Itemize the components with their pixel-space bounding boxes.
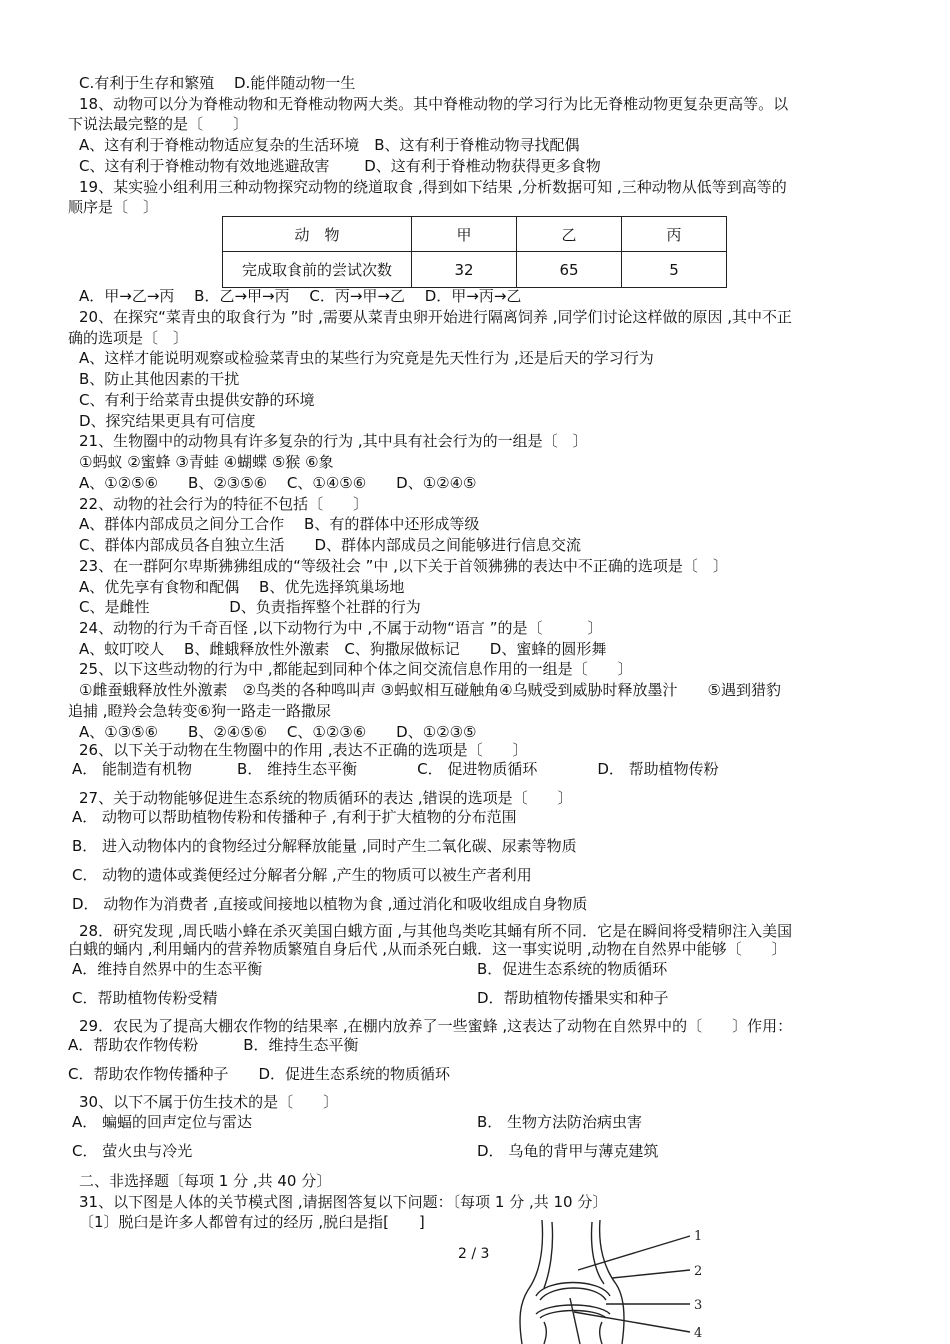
line: D． 乌龟的背甲与薄克建筑: [477, 1142, 659, 1160]
table-cell: 5: [622, 252, 727, 288]
line: B、防止其他因素的干扰: [79, 370, 240, 388]
line: A．帮助农作物传粉 B．维持生态平衡: [68, 1036, 359, 1054]
articular-cartilage: [540, 1288, 606, 1300]
line: 31、以下图是人体的关节模式图 ,请据图答复以下问题：〔每项 1 分 ,共 10 分〕: [79, 1193, 608, 1211]
figure-label: 2: [694, 1264, 703, 1279]
line: ①蚂蚁 ②蜜蜂 ③青蛙 ④蝴蝶 ⑤猴 ⑥象: [79, 453, 334, 471]
leader-line-2: [612, 1270, 690, 1278]
line: A． 能制造有机物 B． 维持生态平衡 C． 促进物质循环 D． 帮助植物传粉: [72, 760, 719, 778]
line: 下说法最完整的是〔 〕: [68, 115, 249, 133]
figure-label: 4: [694, 1326, 703, 1341]
line: A． 动物可以帮助植物传粉和传播种子 ,有利于扩大植物的分布范围: [72, 808, 517, 826]
leader-line-4: [574, 1312, 690, 1332]
line: A、这有利于脊椎动物适应复杂的生活环境 B、这有利于脊椎动物寻找配偶: [79, 136, 580, 154]
leader-line-1: [578, 1236, 690, 1270]
table-header-row: [223, 217, 727, 252]
line: 18、动物可以分为脊椎动物和无脊椎动物两大类。其中脊椎动物的学习行为比无脊椎动物更复杂更高等。以: [79, 95, 789, 113]
line: A、优先享有食物和配偶 B、优先选择筑巢场地: [79, 578, 405, 596]
line: A、①③⑤⑥ B、②④⑤⑥ C、①②③⑥ D、①②③⑤: [79, 723, 477, 741]
line: 30、以下不属于仿生技术的是〔 〕: [79, 1093, 339, 1111]
table-cell: 65: [517, 252, 622, 288]
line: A、①②⑤⑥ B、②③⑤⑥ C、①④⑤⑥ D、①②④⑤: [79, 474, 477, 492]
line: 追捕 ,瞪羚会急转变⑥狗一路走一路撒尿: [68, 702, 331, 720]
line: 白蛾的蛹内 ,利用蛹内的营养物质繁殖自身后代 ,从而杀死白蛾．这一事实说明 ,动物在自然界中能够〔 〕: [68, 940, 787, 958]
table-header: 乙: [517, 217, 622, 252]
line: 二、非选择题〔每项 1 分 ,共 40 分〕: [79, 1172, 332, 1190]
table-row-label: 完成取食前的尝试次数: [223, 252, 412, 288]
line: C．帮助农作物传播种子 D．促进生态系统的物质循环: [68, 1065, 451, 1083]
line: 20、在探究“菜青虫的取食行为 ”时 ,需要从菜青虫卵开始进行隔离饲养 ,同学们讨论这样做的原因 ,其中不正: [79, 308, 793, 326]
line: 19、某实验小组利用三种动物探究动物的绕道取食 ,得到如下结果 ,分析数据可知 ,三种动物从低等到高等的: [79, 178, 787, 196]
data-table: [222, 216, 727, 288]
line: A．维持自然界中的生态平衡: [72, 960, 263, 978]
figure-label: 3: [694, 1298, 703, 1313]
line: 25、以下这些动物的行为中 ,都能起到同种个体之间交流信息作用的一组是〔 〕: [79, 660, 633, 678]
line: ①雌蚕蛾释放性外激素 ②鸟类的各种鸣叫声 ③蚂蚁相互碰触角④乌贼受到威胁时释放墨汁 ⑤遇到猎豹: [79, 681, 782, 699]
bone-inner-left: [544, 1222, 553, 1288]
line: C.有利于生存和繁殖 D.能伴随动物一生: [79, 74, 356, 92]
table-header: 甲: [412, 217, 517, 252]
line: B． 进入动物体内的食物经过分解释放能量 ,同时产生二氧化碳、尿素等物质: [72, 837, 577, 855]
line: 27、关于动物能够促进生态系统的物质循环的表达 ,错误的选项是〔 〕: [79, 789, 573, 807]
line: D、探究结果更具有可信度: [79, 412, 256, 430]
line: D．帮助植物传播果实和种子: [477, 989, 669, 1007]
page-number: 2 / 3: [458, 1246, 490, 1262]
line: C、群体内部成员各自独立生活 D、群体内部成员之间能够进行信息交流: [79, 536, 582, 554]
line: A、蚊叮咬人 B、雌蛾释放性外激素 C、狗撒尿做标记 D、蜜蜂的圆形舞: [79, 640, 607, 658]
line: 23、在一群阿尔卑斯狒狒组成的“等级社会 ”中 ,以下关于首领狒狒的表达中不正确的选项是〔 〕: [79, 557, 728, 575]
table-header: 动 物: [223, 217, 412, 252]
line: 28．研究发现 ,周氏啮小蜂在杀灭美国白蛾方面 ,与其他鸟类吃其蛹有所不同．它是在瞬间将受精卵注入美国: [79, 922, 793, 940]
line: 29．农民为了提高大棚农作物的结果率 ,在棚内放养了一些蜜蜂 ,这表达了动物在自然界中的〔 〕作用：: [79, 1017, 793, 1035]
lower-bone-left: [544, 1322, 546, 1344]
line: 21、生物圈中的动物具有许多复杂的行为 ,其中具有社会行为的一组是〔 〕: [79, 432, 588, 450]
table-cell: 32: [412, 252, 517, 288]
joint-diagram: [500, 1218, 720, 1344]
line: C． 萤火虫与冷光: [72, 1142, 193, 1160]
table-row: [223, 252, 727, 288]
line: A．甲→乙→丙 B．乙→甲→丙 C．丙→甲→乙 D．甲→丙→乙: [79, 287, 522, 305]
line: D． 动物作为消费者 ,直接或间接地以植物为食 ,通过消化和吸收组成自身物质: [72, 895, 588, 913]
lower-bone-right: [600, 1322, 602, 1344]
line: A、群体内部成员之间分工合作 B、有的群体中还形成等级: [79, 515, 480, 533]
line: 顺序是〔 〕: [68, 198, 159, 216]
line: 24、动物的行为千奇百怪 ,以下动物行为中 ,不属于动物“语言 ”的是〔 〕: [79, 619, 603, 637]
line: 22、动物的社会行为的特征不包括〔 〕: [79, 495, 369, 513]
table-header: 丙: [622, 217, 727, 252]
line: C．帮助植物传粉受精: [72, 989, 218, 1007]
line: A． 蝙蝠的回声定位与雷达: [72, 1113, 253, 1131]
line: C、有利于给菜青虫提供安静的环境: [79, 391, 315, 409]
line: B．促进生态系统的物质循环: [477, 960, 668, 978]
line: 26、以下关于动物在生物圈中的作用 ,表达不正确的选项是〔 〕: [79, 741, 528, 759]
line: C、是雌性 D、负责指挥整个社群的行为: [79, 598, 421, 616]
line: C． 动物的遗体或粪便经过分解者分解 ,产生的物质可以被生产者利用: [72, 866, 532, 884]
line: 确的选项是〔 〕: [68, 329, 189, 347]
figure-label: 1: [694, 1229, 703, 1244]
line: A、这样才能说明观察或检验菜青虫的某些行为究竟是先天性行为 ,还是后天的学习行为: [79, 349, 654, 367]
line: C、这有利于脊椎动物有效地逃避敌害 D、这有利于脊椎动物获得更多食物: [79, 157, 601, 175]
line: B． 生物方法防治病虫害: [477, 1113, 643, 1131]
joint-outline-left: [520, 1220, 542, 1344]
line: 〔1〕脱臼是许多人都曾有过的经历 ,脱臼是指[ ]: [79, 1213, 425, 1231]
